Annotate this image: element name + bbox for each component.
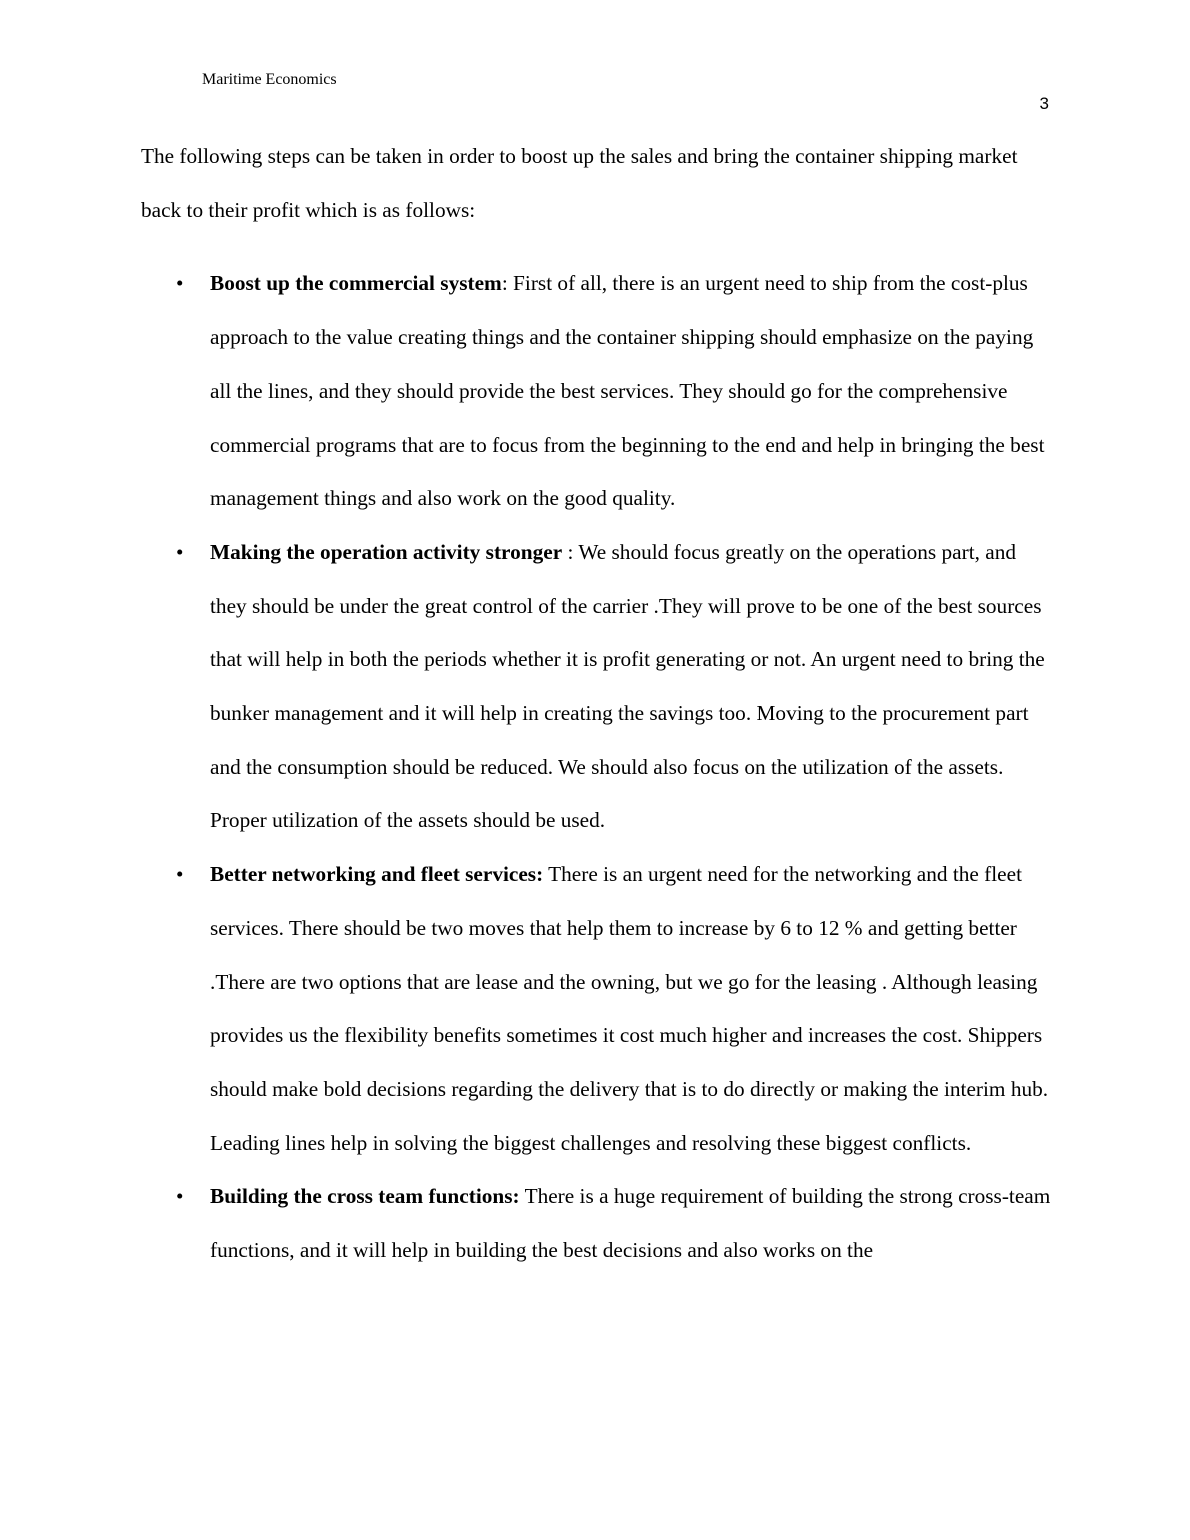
intro-paragraph: The following steps can be taken in order to boost up the sales and bring the container shipping market back to their profit which is as follows: [141, 144, 1018, 222]
bullet-icon: • [176, 539, 184, 564]
list-item [141, 257, 1056, 526]
list-item [141, 848, 1056, 1170]
bullet-text: There is an urgent need for the networking and the fleet services. There should be two moves that help them to increase by 6 to 12 % and getting better .There are two options that are lease and the owning, but we go for the leasing . Although leasing provides us the flexibility benefits sometimes it cost much higher and increases the cost. Shippers should make bold decisions regarding the delivery that is to do directly or making the interim hub. Leading lines help in solving the biggest challenges and resolving these biggest conflicts. [210, 862, 1049, 1155]
bullet-text: There is a huge requirement of building the strong cross-team functions, and it will help in building the best decisions and also works on the [210, 1184, 1051, 1263]
bullet-heading: Building the cross team functions: [210, 1184, 520, 1209]
bullet-icon: • [176, 271, 184, 296]
bullet-heading: Boost up the commercial system [210, 271, 502, 296]
document-body [141, 130, 1056, 1278]
bullet-text: : We should focus greatly on the operations part, and they should be under the great control of the carrier .They will prove to be one of the best sources that will help in both the periods whether it is profit generating or not. An urgent need to bring the bunker management and it will help in creating the savings too. Moving to the procurement part and the consumption should be reduced. We should also focus on the utilization of the assets. Proper utilization of the assets should be used. [210, 539, 1045, 833]
page-number: 3 [1039, 94, 1049, 113]
running-head: Maritime Economics [202, 71, 337, 88]
bullet-text: : First of all, there is an urgent need to ship from the cost-plus approach to the value creating things and the container shipping should emphasize on the paying all the lines, and they should provide the best services. They should go for the comprehensive commercial programs that are to focus from the beginning to the end and help in bringing the best management things and also work on the good quality. [210, 271, 1045, 511]
bullet-heading: Making the operation activity stronger [210, 539, 563, 564]
bullet-icon: • [176, 862, 184, 887]
list-item [141, 526, 1056, 848]
bullet-heading: Better networking and fleet services: [210, 862, 544, 887]
steps-list [141, 257, 1056, 1277]
list-item [141, 1170, 1056, 1277]
bullet-icon: • [176, 1184, 184, 1209]
